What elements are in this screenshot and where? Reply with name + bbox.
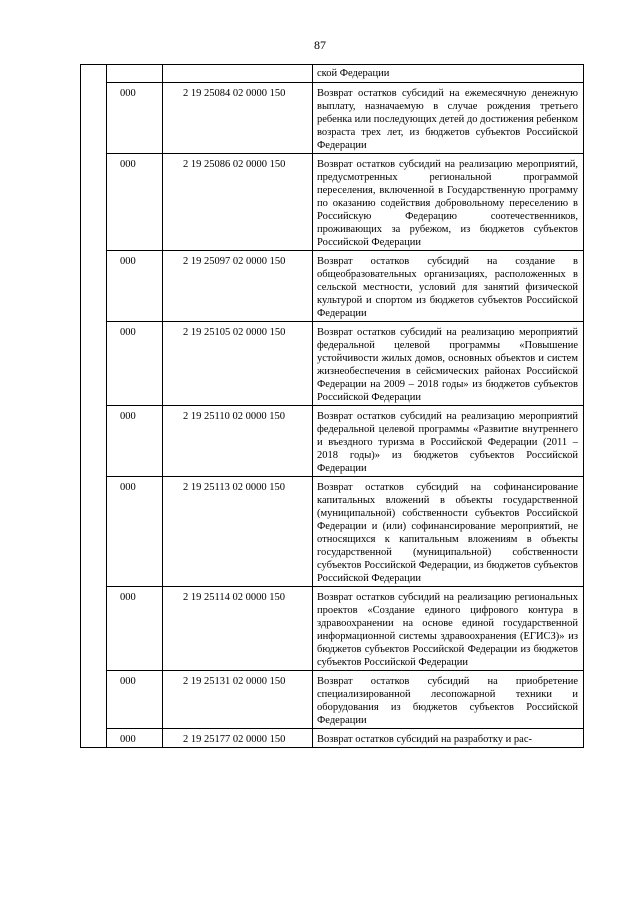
description-cell: ской Федерации bbox=[313, 65, 584, 83]
description-cell: Возврат остатков субсидий на софинансирование капитальных вложений в объекты государственной (муниципальной) собственности субъектов Российской Федерации и (или) софинансирование мероприятий, не относящихся к капитальным вложениям в объекты государственной (муниципальной) собственности субъектов Российской Федерации, из бюджетов субъектов Российской Федерации bbox=[313, 477, 584, 587]
budget-code-cell: 2 19 25086 02 0000 150 bbox=[163, 154, 313, 251]
budget-code-cell: 2 19 25177 02 0000 150 bbox=[163, 729, 313, 748]
description-cell: Возврат остатков субсидий на разработку и рас- bbox=[313, 729, 584, 748]
description-cell: Возврат остатков субсидий на реализацию мероприятий, предусмотренных региональной программой переселения, включенной в Государственную программу по оказанию содействия добровольному переселению в Российскую Федерацию соотечественников, проживающих за рубежом, из бюджетов субъектов Российской Федерации bbox=[313, 154, 584, 251]
admin-code-cell: 000 bbox=[107, 477, 163, 587]
table-row bbox=[81, 729, 584, 748]
budget-code-cell bbox=[163, 65, 313, 83]
description-cell: Возврат остатков субсидий на приобретение специализированной лесопожарной техники и оборудования из бюджетов субъектов Российской Федерации bbox=[313, 671, 584, 729]
admin-code-cell: 000 bbox=[107, 406, 163, 477]
admin-code-cell bbox=[107, 65, 163, 83]
budget-code-cell: 2 19 25114 02 0000 150 bbox=[163, 587, 313, 671]
table-row bbox=[81, 671, 584, 729]
admin-code-cell: 000 bbox=[107, 729, 163, 748]
table-row bbox=[81, 251, 584, 322]
admin-code-cell: 000 bbox=[107, 322, 163, 406]
budget-code-cell: 2 19 25131 02 0000 150 bbox=[163, 671, 313, 729]
budget-code-table bbox=[80, 64, 584, 748]
admin-code-cell: 000 bbox=[107, 83, 163, 154]
table-row bbox=[81, 83, 584, 154]
description-cell: Возврат остатков субсидий на реализацию региональных проектов «Создание единого цифрового контура в здравоохранении на основе единой государственной информационной системы здравоохранения (ЕГИСЗ)» из бюджетов субъектов Российской Федерации из бюджетов субъектов Российской Федерации bbox=[313, 587, 584, 671]
blank-column-cell bbox=[81, 65, 107, 748]
admin-code-cell: 000 bbox=[107, 671, 163, 729]
admin-code-cell: 000 bbox=[107, 251, 163, 322]
table-row bbox=[81, 322, 584, 406]
page-number: 87 bbox=[314, 38, 326, 52]
budget-code-cell: 2 19 25105 02 0000 150 bbox=[163, 322, 313, 406]
budget-code-cell: 2 19 25097 02 0000 150 bbox=[163, 251, 313, 322]
admin-code-cell: 000 bbox=[107, 587, 163, 671]
description-cell: Возврат остатков субсидий на ежемесячную денежную выплату, назначаемую в случае рождения третьего ребенка или последующих детей до достижения ребенком возраста трех лет, из бюджетов субъектов Российской Федерации bbox=[313, 83, 584, 154]
table-row bbox=[81, 587, 584, 671]
table-row bbox=[81, 154, 584, 251]
description-cell: Возврат остатков субсидий на реализацию мероприятий федеральной целевой программы «Развитие внутреннего и въездного туризма в Российской Федерации (2011 – 2018 годы)» из бюджетов субъектов Российской Федерации bbox=[313, 406, 584, 477]
budget-code-cell: 2 19 25113 02 0000 150 bbox=[163, 477, 313, 587]
table-row bbox=[81, 406, 584, 477]
description-cell: Возврат остатков субсидий на создание в общеобразовательных организациях, расположенных в сельской местности, условий для занятий физической культурой и спортом из бюджетов субъектов Российской Федерации bbox=[313, 251, 584, 322]
table-row bbox=[81, 477, 584, 587]
table-row-continued bbox=[81, 65, 584, 83]
description-cell: Возврат остатков субсидий на реализацию мероприятий федеральной целевой программы «Повышение устойчивости жилых домов, основных объектов и систем жизнеобеспечения в сейсмических районах Российской Федерации на 2009 – 2018 годы» из бюджетов субъектов Российской Федерации bbox=[313, 322, 584, 406]
admin-code-cell: 000 bbox=[107, 154, 163, 251]
budget-code-cell: 2 19 25110 02 0000 150 bbox=[163, 406, 313, 477]
budget-code-cell: 2 19 25084 02 0000 150 bbox=[163, 83, 313, 154]
